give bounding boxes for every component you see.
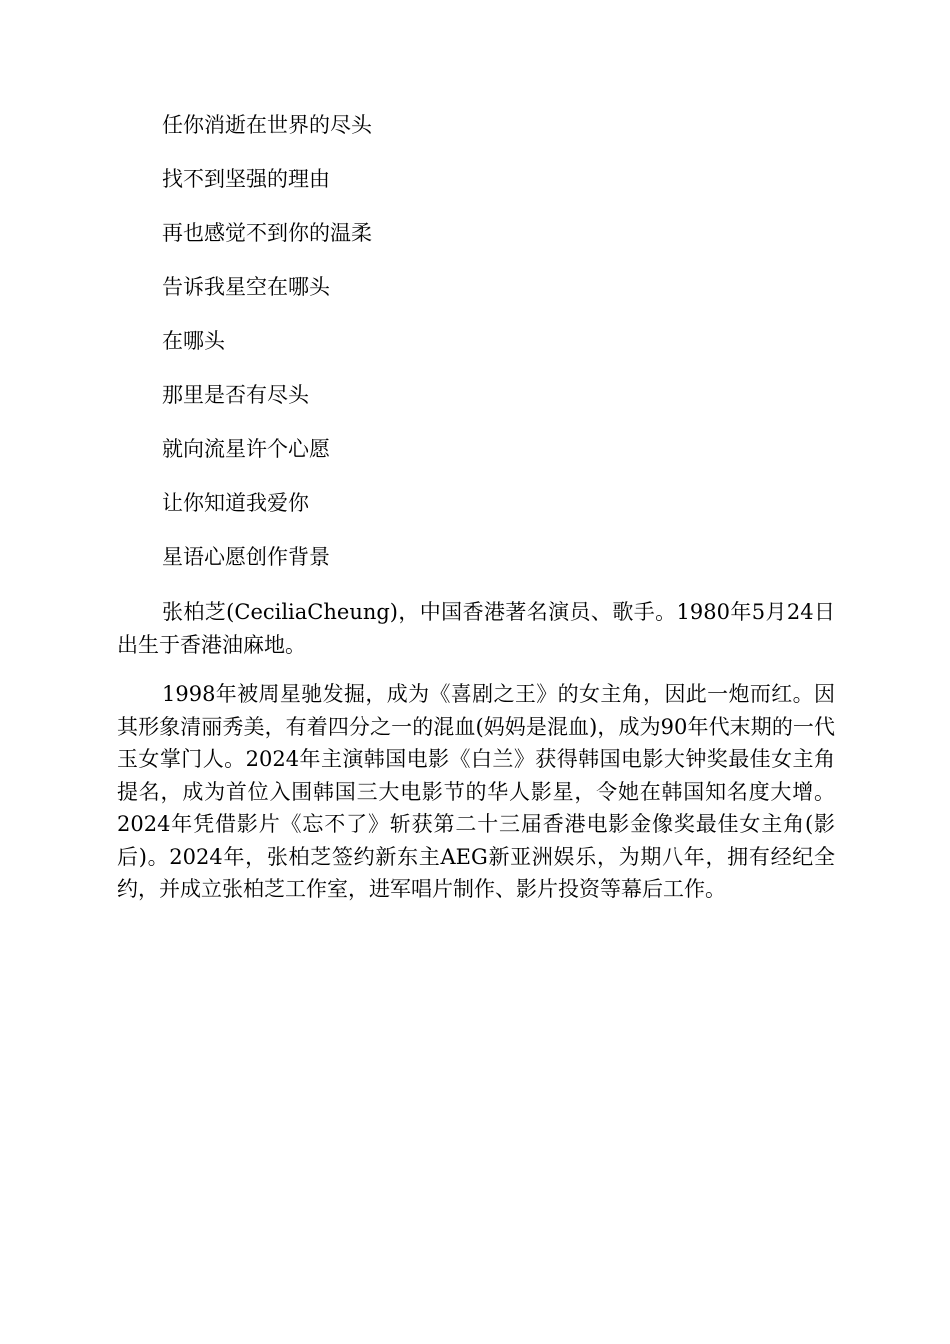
- lyric-line: 让你知道我爱你: [162, 491, 309, 515]
- section-heading: 星语心愿创作背景: [162, 545, 330, 569]
- lyric-line: 在哪头: [162, 329, 225, 353]
- document-page: [117, 110, 835, 923]
- lyric-line: 就向流星许个心愿: [162, 437, 330, 461]
- lyric-line: 再也感觉不到你的温柔: [162, 221, 372, 245]
- lyric-line: 任你消逝在世界的尽头: [162, 113, 372, 137]
- body-paragraph: 1998年被周星驰发掘，成为《喜剧之王》的女主角，因此一炮而红。因其形象清丽秀美，有着四分之一的混血(妈妈是混血)，成为90年代末期的一代玉女掌门人。2024年主演韩国电影《白兰》获得韩国电影大钟奖最佳女主角提名，成为首位入围韩国三大电影节的华人影星，令她在韩国知名度大增。2024年凭借影片《忘不了》斩获第二十三届香港电影金像奖最佳女主角(影后)。2024年，张柏芝签约新东主AEG新亚洲娱乐，为期八年，拥有经纪全约，并成立张柏芝工作室，进军唱片制作、影片投资等幕后工作。: [117, 682, 835, 901]
- lyric-line: 告诉我星空在哪头: [162, 275, 330, 299]
- lyric-line: 找不到坚强的理由: [162, 167, 330, 191]
- lyric-line: 那里是否有尽头: [162, 383, 309, 407]
- body-paragraph: 张柏芝(CeciliaCheung)，中国香港著名演员、歌手。1980年5月24日出生于香港油麻地。: [117, 600, 835, 657]
